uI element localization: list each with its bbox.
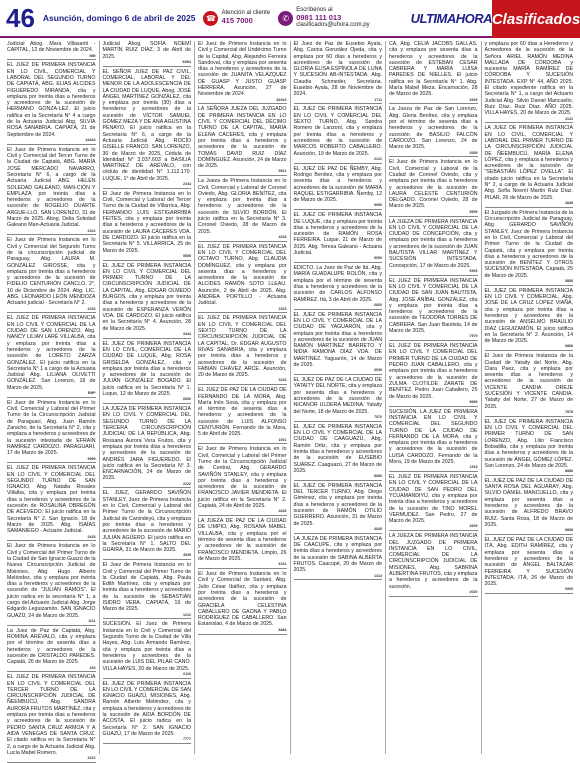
- notice-code: 4949: [469, 524, 478, 529]
- page-header: [0, 0, 580, 38]
- notice-divider: [389, 340, 478, 341]
- notice-text: EL JUEZ DE PRIMERA INSTANCIA EN LO CIVIL Y COMERCIAL DE LA CIUDAD DE SAN JUAN BAUTISTA, Abg. JOSÉ ANÍBAL GONZÁLEZ, cita y emplaza por treinta días a herederos y acreedores de la sucesión de TEODORA TORRES DE CABRERA. San Juan Bautista, 14 de Marzo de 2025.: [389, 277, 478, 335]
- notice-text: EL JUEZ DE PRIMERA INSTANCIA EN LO CIVIL Y COMERCIAL, Abg. JOSÉ DE LA CRUZ LOPEZ VIAÑA, cita y emplaza por treinta días a herederos y acreedores de la sucesión de ANSELMO BRAULIO DIAZ LEGUIZAMÓN. El juicio ratifica en la Secretaría N° 2. Asunción, 14 de Marzo de 2025.: [484, 287, 573, 345]
- notice-divider: [485, 350, 574, 351]
- email-address: clasificados@uhora.com.py: [296, 22, 370, 29]
- notice-text: EL JUEZ DE PRIMERA INSTANCIA EN LO CIVIL, COMERCIAL DE LA CIUDAD DE LUQUE, Abg. ROSA GRISELDA GONZÁLEZ, cita y emplaza por treinta días a herederos y acreedores de la sucesión de JULIÁN GONZÁLEZ BOGADO. El juicio ratifica en la Secretaría N° 1. Luque, 12 de Marzo de 2025.: [102, 340, 191, 398]
- notice-code: 44444: [85, 137, 96, 142]
- notice-divider: [7, 234, 96, 235]
- notice-divider: [198, 443, 287, 444]
- notice-code: 9921: [278, 169, 287, 174]
- notice-code: 82342: [276, 97, 287, 102]
- notice-text: EL JUEZ DE PRIMERA INSTANCIA EN LO CIVIL Y COMERCIAL DEL PRIMER TURNO DE LA CIRCUNSCRIPCIÓN JUDICIAL DE LA CAPITAL, Abg. EDGAR OLMEDO BURGOS, cita y emplaza por treinta días a herederos y acreedores de la sucesión de ESPERANZA VERÓN VDA. DE CARDOZO. El juicio ratifica en la Secretaría N° 4. Asunción, 28 de Marzo de 2025.: [102, 262, 191, 332]
- legal-notice: [198, 106, 287, 173]
- legal-notice: [485, 210, 574, 284]
- notice-divider: [103, 338, 192, 339]
- notice-text: LA JUEZA DE PRIMERA INSTANCIA DE CAACUPÉ, cita y emplaza por treinta días a herederos y acreedores de la sucesión de SABINA ALBERTA FRUTOS. Caacupé, 20 de Marzo de 2025.: [293, 535, 382, 574]
- notice-divider: [485, 593, 574, 594]
- notice-divider: [389, 156, 478, 157]
- legal-notice: [7, 543, 96, 623]
- notice-divider: [294, 480, 383, 481]
- legal-notice: [103, 621, 192, 676]
- notice-code: 2020: [469, 589, 478, 594]
- notice-divider: [294, 163, 383, 164]
- notice-code: 1414: [374, 573, 382, 578]
- notice-code: 2121: [374, 156, 382, 161]
- legal-notice: [7, 628, 96, 670]
- notice-text: LA JUEZ DE PRIMERA INSTANCIA EN LO CIVIL, COMERCIAL Y LABORAL DEL PRIMER TURNO DE LA CIRCUNSCRIPCIÓN JUDICIAL DE ÑEEMBUCÚ, MARÍA ELENA LÓPEZ, cita y emplaza a herederos y acreedores de la sucesión de "SEBASTIÁN LÓPEZ OVELLA". El citado juicio ratifica en la Secretaría N° 2, a cargo de la Actuaria Judicial Abg. Sofía Noemí Martín Ruiz Díaz. PILAR, 26 de Marzo de 2025.: [484, 125, 573, 201]
- legal-notice: [294, 483, 383, 531]
- notice-text: El Juez de Primera Instancia en lo Civil y Comercial del Primer Turno de la Ciudad de Capiatá, Abg. Paula Edith Martínez, cita y emplaza por treinta días a herederos y acreedores de la sucesión de SEBASTIÁN ISIDRO VERA. CAPIATÁ, 19 de Marzo de 2025.: [102, 562, 191, 613]
- legal-notice: [198, 571, 287, 632]
- notice-text: y emplaza por 60 días a Herederos y Acreedores de la sucesión de la Señora ARIEL RAMÓN MEDINA MALLADA DE CÓRDOBA y sucesoria MARÍA RAMÍREZ DE CÓRDOBA Y SUCESIÓN INTESTADA. EXP N° 44, AÑO 2025. El citado expediente ratifica en la Secretaría N° 1, a cargo del Actuario Judicial Abg. Silvio Daniel Mancuello, Ruiz Díaz. Ruiz Díaz. AÑO 2025. VILLA HAYES, 20 de Marzo de 2025.: [484, 41, 573, 117]
- legal-notice: [294, 312, 383, 373]
- legal-notice: [294, 536, 383, 578]
- notice-code: 8080: [374, 474, 382, 479]
- notice-text: EL JUEZ DE PRIMERA INSTANCIA EN LO CIVIL Y COMERCIAL DE LA CIUDAD DE CAAGUAZÚ, Abg. Ramón Ortiz, cita y emplaza por treinta días a herederos y acreedores de la sucesión de EUSEBIO SUÁREZ. Caaguazú, 27 de Marzo de 2025.: [293, 423, 382, 474]
- notice-divider: [389, 596, 478, 597]
- notice-code: 1212: [183, 612, 191, 617]
- notice-divider: [485, 534, 574, 535]
- notice-text: LA JUEZA DE PRIMERA INSTANCIA EN LO CIVIL Y COMERCIAL DE LA CIUDAD DE CONCEPCIÓN, cita y emplaza por treinta días a herederos y acreedores de la sucesión de JUAN BAUTISTA VILLAR MARTÍNEZ Y SUCESIÓN INTESTADA. Concepción, 17 de Marzo de 2025.: [389, 218, 478, 269]
- notice-divider: [7, 144, 96, 145]
- legal-notice: [103, 681, 192, 742]
- notice-code: 6868: [565, 344, 573, 349]
- legal-notice: [485, 353, 574, 414]
- notice-code: 3232: [278, 378, 287, 383]
- notice-code: 6060: [374, 302, 382, 307]
- notice-divider: [198, 515, 287, 516]
- notice-divider: [103, 487, 192, 488]
- notice-code: 3444: [183, 331, 191, 336]
- notice-divider: [7, 671, 96, 672]
- notice-text: EL JUEZ DE PAZ DE LA CIUDAD DE YATAITY DEL NORTE, cita y emplaza por sesenta días a herederos y acreedores de la sucesión de NICANOR ULDERA MEDINA. Yataity del Norte, 18 de Marzo de 2025.: [293, 377, 382, 415]
- notice-code: 4141: [565, 116, 573, 121]
- notice-text: El Juez de Primera Instancia en lo Civil, Comercial y Laboral del Tercer Turno de la Ciudad de Villarrica, Abg. FERNANDO LUIS ESTIGARRIBIA FEITES, cita y emplaza por treinta días a herederos y acreedores de la sucesión de LAURA CÁCERES VDA. DE CARDOZO. El juicio ratifica en la Secretaría N° 5. VILLARRICA, 25 de Marzo de 2025.: [102, 190, 191, 254]
- notice-divider: [389, 275, 478, 276]
- whatsapp-label: Escríbenos al: [296, 6, 333, 13]
- notice-text: LA JUEZA DE PRIMERA INSTANCIA DEL JUZGADO DE PRIMERA INSTANCIA EN LO CIVIL, COMERCIAL DE LA CIRCUNSCRIPCIÓN JUDICIAL DE MISIONES, Abg. SABRINA ALBERTINA FRUTOS, cita y emplaza a herederos y acreedores de la sucesión.: [389, 533, 478, 590]
- notice-text: El Juez de Primera Instancia en lo Civil y Comercial de Santaní, Abg. Julio César Ibáñez, cita y emplaza por treinta días a herederos y acreedores de la sucesión de GRACIELA CELESTINA CABALLERO DE GAONA Y PABLO RODRÍGUEZ DE CABALLERO. San Estanislao, 4 de Marzo de 2025.: [198, 571, 287, 628]
- notice-code: 5858: [565, 278, 573, 283]
- notice-text: EL JUEZ DE PRIMERA INSTANCIA EN LO CIVIL Y COMERCIAL DE SAN IGNACIO GUAZÚ, MISIONES, Abg. Ramón Alberto Meléndez, cita y emplaza a herederos y acreedores de la sucesión de AIDA BORDÓN DE ACOSTA. El juicio radica en la Secretaría N° 2. SAN IGNACIO GUAZÚ, 17 de Marzo de 2025.: [102, 680, 191, 737]
- legal-notice: [103, 69, 192, 187]
- notice-code: 4040: [374, 526, 382, 531]
- notice-code: 333: [89, 665, 96, 670]
- page-date: Asunción, domingo 6 de abril de 2025: [42, 13, 196, 23]
- legal-notice: [389, 343, 478, 404]
- notice-code: 7878: [565, 409, 573, 414]
- notice-divider: [389, 530, 478, 531]
- page-number: 46: [6, 3, 35, 33]
- notice-divider: [7, 397, 96, 398]
- notice-code: 1711: [374, 97, 382, 102]
- notice-divider: [198, 103, 287, 104]
- notice-text: EL SEÑOR JUEZ DE PAZ CIVIL, COMERCIAL, LABORAL Y DEL MENOR DE LA ADOLESCENCIA DE LA CIUDAD DE LUQUE, Abog. JOSÉ ÁNGEL MARTÍNEZ GONZÁLEZ, cita y emplaza por treinta (30) días a herederos y acreedores de la sucesión de VÍCTOR SAMUEL GÓMEZ MEZA Y DE ANA AGUSTINA PENAYO. El juicio ratifica en la Secretaría N° 6, a cargo de la Actuaria Judicial Abg. ROCÍO GISELLE FRANCO. SAN LORENZO, 30 de Marzo de 2025, Cédula de Identidad N° 3.037.603 a BASILIA MARTÍNEZ DE ARÉVALO, con cédula de identidad N° 1.112.170. LUQUE, 1° de Abril de 2025.: [102, 68, 191, 182]
- legal-notice: [103, 406, 192, 486]
- notice-text: EL JUEZ DE PRIMERA INSTANCIA EN LO CIVIL Y COMERCIAL DEL OCTAVO TURNO, Abg. CLAUDIA DOMÍNGUEZ, cita y emplaza por sesenta días a herederos y acreedores de la sucesión de ALCIDES RAMÓN SOTO LLEAU. Asunción, 2 de Abril de 2025. Abg. ANDREA PORTILLO - Actuaria Judicial.: [198, 243, 287, 307]
- notice-code: 2323: [278, 306, 287, 311]
- legal-notice: [7, 674, 96, 760]
- notice-text: El Juez de Primera Instancia en lo Civil y Comercial del Tercer Turno de la Ciudad de Capiatá, ABG. MARÍA JOSÉ MERCADO NAVARRO, Secretaría N° 6, a cargo de la Actuaria Judicial ABG. HELEN SOLEDAD GALEANO, MAN-CIÓN Y EMPLAZA por treinta días a herederos y acreedores de la sucesión de ROGELIO DUARTE ARGUE-LLO. SAN LORENZO, 31 de Marzo de 2025. Abog. Delia Soledad Galeano Man-Actuaria Judicial.: [7, 146, 96, 229]
- notice-text: EL JUEZ DE PAZ DE LA CIUDAD DE SANTA ROSA DEL AGUARAY, Abg. SILVIO DANIEL MANCUELLO, cita y emplaza por sesenta días a herederos y acreedores de la sucesión de ALFREDO BRAVO RUIZ. Santa Rosa, 18 de Marzo de 2025.: [484, 477, 573, 528]
- notice-text: EL JUEZ DE PRIMERA INSTANCIA EN LO CIVIL Y COMERCIAL DE LA CIUDAD DE SAN PEDRO DEL YCUAMANDIYÚ, cita y emplaza por treinta días a herederos y acreedores de la sucesión de TINO MOREL VERMUDEZ. San Pedro, 27 de Marzo de 2025.: [389, 474, 478, 525]
- notice-text: EL JUEZ, GERARDO SAVIÑÓN STANLEY, Juez de Primera Instancia en lo Civil, Comercial y Laboral del Primer Turno de la Circunscripción Judicial de Canindeyú, cita y emplaza por treinta días a herederos y acreedores de la sucesión de MARIO JULIÁN AGÜERO. El juicio ratifica en la Secretaría N° 1. SALTO DEL GUAIRÁ, 31 de Marzo de 2025.: [102, 490, 191, 554]
- phone-icon: ☎: [203, 11, 218, 26]
- notice-code: 4343: [278, 509, 287, 514]
- notice-divider: [294, 103, 383, 104]
- brand-suffix: HORA: [455, 11, 492, 26]
- notice-divider: [7, 59, 96, 60]
- notice-code: 9999: [87, 456, 96, 461]
- notice-code: 7979: [469, 334, 478, 339]
- notice-text: Judicial Abog. SOFÍA NOEMÍ MARTÍN RUIZ DÍAZ, 3 de Abril de 2025.: [102, 41, 191, 60]
- notice-divider: [7, 462, 96, 463]
- whatsapp-text: [296, 7, 369, 30]
- notice-divider: [198, 175, 287, 176]
- notice-text: LA SEÑORA JUEZA DEL JUZGADO DE PRIMERA INSTANCIA EN LO CIVIL Y COMERCIAL DEL DÉCIMO TURNO DE LA CAPITAL, MARÍA ELENA CÁCERES, cita y emplaza por treinta días a herederos y acreedores de la sucesión de TOMÁS DAVID RUIZ DÍAZ DOMÍNGUEZ. Asunción, 24 de Marzo de 2025.: [198, 106, 287, 170]
- notice-text: LA JUEZA DE PAZ DE LA CIUDAD DE LIMPIO, Abg. ROSANA MABEL VILLALBA, cita y emplaza por el término de sesenta días a herederos y acreedores de la sucesión de FRANCISCO MENDIETA. Limpio, 26 de Marzo de 2025.: [198, 518, 287, 562]
- legal-notice: [7, 237, 96, 311]
- legal-notice: [294, 377, 383, 419]
- notice-text: El Juez de Primera Instancia en lo Civil y Comercial del Primer Turno de la Ciudad de San Ignacio Guazú de la Nueva Circunscripción Judicial de Misiones, Abg. Hugo Alberto Meléndez, cita y emplaza por treinta días a herederos y acreedores de la sucesión de "JULIÁN RAMOS". El juicio radica en la secretaría N° 1, a cargo del Actuario Judicial Abg. Jorge Edgardo Leguizamón. SAN IGNACIO GUAZÚ, 24 de Marzo de 2025.: [7, 543, 96, 619]
- notice-divider: [485, 475, 574, 476]
- notice-text: El Juez de Paz de Eusebio Ayala, Abg. Carina González Ojeda, cita y emplaza por 60 días a herederos y acreedores de la sucesión de GLORIA ELISA ESPÍNOLA DE LUNA Y SUCESIÓN AB-INTESTADA. Abg. Claudia Schmeder, Secretaria. Eusebio Ayala, 28 de Noviembre de 2024.: [293, 41, 382, 98]
- notice-divider: [485, 207, 574, 208]
- notice-code: 1001: [278, 437, 287, 442]
- notice-text: SUCESIÓN. El Juez de Primera Instancia en lo Civil y Comercial del Segundo Turno de la Ciudad de Villa Hayes, Abg. Luis Armando Ramírez, cita y emplaza por treinta días a herederos y acreedores de la sucesión de LUIS DEL PILAR CANO. VILLA HAYES, 20 de Marzo de 2025.: [102, 621, 191, 672]
- legal-notice: [198, 315, 287, 382]
- notice-divider: [294, 209, 383, 210]
- notice-code: 2244: [183, 182, 191, 187]
- notice-column-4: [291, 41, 387, 754]
- notice-text: EL JUEZ DE PRIMERA INSTANCIA EN LO CIVIL Y COMERCIAL DEL TERCER TURNO DE LA CIRCUNSCRIPCIÓN JUDICIAL DE ÑEEMBUCÚ, Abg. SANDRA AURORA FRUTOS MARTÍNEZ, cita y emplaza por treinta días a herederos y acreedores de la sucesión de PEDRO SANTA CRUZ ARMOA Y A AIDA VENEGAS DE SANTA CRUZ. El citado ratifica en la Secretaría N° 2, a cargo de la Actuaria Judicial Abg. Lucía Mabel Romero.: [7, 674, 96, 756]
- notice-divider: [103, 678, 192, 679]
- legal-notice: [389, 219, 478, 274]
- notice-code: 7777: [183, 737, 191, 742]
- legal-notice: [389, 159, 478, 214]
- notice-columns: [0, 38, 580, 761]
- notice-column-6: [482, 41, 577, 754]
- notice-divider: [485, 285, 574, 286]
- notice-divider: [198, 568, 287, 569]
- legal-notice: [294, 424, 383, 479]
- notice-code: 8888: [565, 469, 573, 474]
- legal-notice: [389, 278, 478, 339]
- legal-notice: [198, 244, 287, 311]
- legal-notice: [294, 106, 383, 161]
- notice-text: El Juez de Primera Instancia en lo Civil, Comercial y Laboral del Primer Turno de la Circunscripción Judicial de Central, Abg. GERARDO SAVIÑÓN STANLEY, cita y emplaza por treinta días a herederos y acreedores de la sucesión de FRANCISCO JAVIER MENDIETA. El juicio ratifica en la Secretaría N° 2. Capiatá, 24 de Abril de 2025.: [198, 446, 287, 510]
- legal-notice: [485, 288, 574, 349]
- legal-notice: [294, 41, 383, 102]
- notice-divider: [294, 374, 383, 375]
- notice-text: LA JUEZA DE PRIMERA INSTANCIA EN LO CIVIL Y COMERCIAL DEL SEGUNDO TURNO DE LA TERCERA CIRCUNSCRIPCIÓN JUDICIAL DE LA REPÚBLICA, Abg. Rossana Aurora Vera Frutos, cita y emplaza por treinta días a herederos y acreedores de la sucesión de ANDRÉS JARA FIGUEREDO. El juicio ratifica en la Secretaría N° 3. ENCARNACIÓN, 24 de Marzo de 2025.: [102, 406, 191, 482]
- notice-column-3: [195, 41, 291, 754]
- notice-divider: [7, 625, 96, 626]
- phone-text: [221, 10, 270, 26]
- notice-divider: [103, 618, 192, 619]
- notice-divider: [485, 416, 574, 417]
- legal-notice: [389, 106, 478, 154]
- notice-divider: [198, 241, 287, 242]
- notice-code: 2929: [469, 97, 478, 102]
- notice-text: El Juez de Primera Instancia de la Ciudad de Yataity del Norte, Abg. Clara Paez, cita y emplaza por sesenta días a herederos y acreedores de la sucesión de VICENTE CANDIA OREJE SUCESIÓN Y VICENTE CANDIA. Yataity del Norte, 27 de Marzo de 2025.: [484, 353, 573, 410]
- legal-notice: [198, 178, 287, 239]
- notice-divider: [103, 743, 192, 744]
- notice-divider: [103, 403, 192, 404]
- notice-text: El Juzgado de Primera Instancia de la Circunscripción Judicial de Paraguay, Abg. GERARDO SAVIÑÓN STANLEY, Juez de Primera Instancia en lo Civil, Comercial y Laboral del Primer Turno de la Ciudad de Capiatá, cita y emplaza por treinta días a herederos y acreedores de la sucesión de BENÍTEZ Y OTROS SUCESIÓN INTESTADA. Capiatá, 25 de Marzo de 2025.: [484, 209, 573, 279]
- notice-divider: [389, 406, 478, 407]
- notice-divider: [389, 103, 478, 104]
- legal-notice: [103, 341, 192, 402]
- phone-label: Atención al cliente: [221, 10, 271, 17]
- legal-notice: [103, 41, 192, 64]
- notice-text: CA, Abg. CELIA JACOBS GALLAS, cita y emplaza por sesenta días a herederos y acreedores de la sucesión de ESTEBAN CESAR CABRERA Y MARÍA LUISA PAREDES DE NIELLES. El juicio ratifica en la Secretaría N° 1. Abg. María Mabel Meza. Encarnación, 28 de Marzo de 2025.: [389, 41, 478, 98]
- legal-notice: [103, 562, 192, 617]
- notice-code: 4848: [565, 200, 573, 205]
- legal-notice: [294, 212, 383, 260]
- notice-code: 6969: [469, 268, 478, 273]
- notice-code: 2222: [87, 756, 96, 761]
- notice-code: 9898: [565, 528, 573, 533]
- notice-divider: [103, 66, 192, 67]
- legal-notice: [103, 263, 192, 337]
- notice-divider: [198, 384, 287, 385]
- notice-code: 8484: [278, 627, 287, 632]
- notice-divider: [294, 309, 383, 310]
- notice-text: EL JUEZ DE PAZ DE ÑEMBY, Abg. Rodrigo Benítez, cita y emplaza por sesenta días a herederos y acreedores de la sucesión de MARÍA RAQUEL ESTIGARRIBIA. Ñemby, 12 de Marzo de 2025.: [293, 165, 382, 204]
- phone-number: 415 7000: [221, 16, 253, 26]
- notice-code: 92B4: [182, 59, 191, 64]
- notice-text: EL JUEZ DE PAZ DE LA CIUDAD DE ITÁ, Abg. EDITH RAMÍREZ, cita y emplaza por sesenta días a herederos y acreedores de la sucesión de ÁNGEL BALTAZAR FERREIRA Y SUCESIÓN INTESTADA. ITÁ, 26 de Marzo de 2025.: [484, 537, 573, 588]
- notice-text: EDICTO. La Juez de Paz de Itá, Abg. MARÍA GUADALUPE ROLÓN, cita y emplaza por el término de sesenta días a herederos y acreedores de la sucesión de CARLOS ALFONSO RAMÍREZ. Itá, 3 de Abril de 2025.: [293, 265, 382, 303]
- notice-column-2: [100, 41, 196, 754]
- notice-code: 8989: [469, 399, 478, 404]
- notice-code: 2222: [87, 228, 96, 233]
- notice-text: El Juez de Primera Instancia en lo Civil y Comercial del Segundo Turno de la circunscripción judicial de Paraguay, Abg. LAURA M. GONZÁLEZ GIROSSE, cita y emplaza por treinta días a herederos y acreedores de la sucesión de FIDELIO CENTURIÓN CANCLO. 2°, 10 de Diciembre de 2024. Abg. LIC. ABG. LEONARDO LEÓN MENDOZA Actuario judicial - Secretaría N° 2.: [7, 237, 96, 307]
- notice-code: 3939: [469, 150, 478, 155]
- whatsapp-contact: [278, 7, 369, 30]
- notice-code: 2425: [87, 534, 96, 539]
- notice-code: 0909: [565, 587, 573, 592]
- legal-notice: [198, 41, 287, 102]
- notice-code: 3030: [374, 368, 382, 373]
- notice-text: EL JUEZ DE PRIMERA INSTANCIA EN LO CIVIL Y COMERCIAL DEL PRIMER TURNO DE LA CIUDAD DE PEDRO JUAN CABALLERO, cita y emplaza por treinta días a herederos y acreedores de la sucesión de ZULMA CLOTILDE ZARATE DE BENÍTEZ. Pedro Juan Caballero, 25 de Marzo de 2025.: [389, 343, 478, 400]
- whatsapp-icon: ✆: [278, 11, 293, 26]
- notice-divider: [485, 122, 574, 123]
- legal-notice: [7, 465, 96, 539]
- whatsapp-number: 0981 111 013: [296, 12, 342, 22]
- legal-notice: [389, 474, 478, 529]
- section-title: Clasificados: [492, 0, 580, 38]
- notice-code: 5959: [469, 209, 478, 214]
- notice-code: 2222: [183, 481, 191, 486]
- notice-code: EMP: [87, 391, 96, 396]
- phone-contact: [203, 10, 270, 26]
- notice-text: La Jueza de Paz de San Lorenzo, Abg. Gloria Benítez, cita y emplaza por el término de sesenta días a herederos y acreedores de la sucesión de BASILIO FALCÓN CARDOZO. San Lorenzo, 24 de Marzo de 2025.: [389, 106, 478, 151]
- notice-text: EL JUEZ DE PRIMERA INSTANCIA EN LO CIVIL Y COMERCIAL DE LA CIUDAD DE YAGUARÓN, cita y emplaza por treinta días a herederos y acreedores de la sucesión de JUAN RAMÓN MARTÍNEZ BARRETO Y NIDIA RAMONA DÍAZ VDA. DE MARTÍNEZ. Yaguarón, 14 de Marzo de 2025.: [293, 311, 382, 369]
- legal-notice: [7, 41, 96, 58]
- legal-notice: [389, 409, 478, 470]
- legal-notice: [485, 419, 574, 474]
- legal-notice: [485, 125, 574, 205]
- notice-text: EL JUEZ DE PRIMERA INSTANCIA EN LO CIVIL Y COMERCIAL DEL SEXTO TURNO, Abg. Sandra Romero de Lanzoni, cita y emplaza por treinta días a herederos y acreedores de la sucesión de MARCOS ROBERTO CABALLERO. Asunción, 19 de Marzo de 2025.: [293, 106, 382, 157]
- brand-logo: [411, 11, 492, 26]
- legal-notice: [198, 387, 287, 442]
- legal-notice: [7, 62, 96, 142]
- notice-text: EL JUEZ DE PRIMERA INSTANCIA DEL TERCER TURNO, Abg. Diego Giménez, cita y emplaza por treinta días a herederos y acreedores de la sucesión de RAMÓN OTILIO GUERRERO. Asunción, 31 de Marzo de 2025.: [293, 482, 382, 527]
- notice-divider: [389, 216, 478, 217]
- notice-text: EL JUEZ DE PRIMERA INSTANCIA EN LO CIVIL Y COMERCIAL DEL SEXTO TURNO DE LA CIRCUNSCRIPCIÓN JUDICIAL DE LA CAPITAL, Dr. EDGAR AUGUSTO RIVAS SANABRIA, cita y emplaza por treinta días a herederos y acreedores de la sucesión de FABIÁN CHÁVEZ ARCE. Asunción, 20 de Marzo de 2025.: [198, 315, 287, 379]
- notice-text: La Jueza de Primera Instancia en lo Civil, Comercial y Laboral de Coronel Oviedo, Abg. GLORIA BENÍTEZ, cita y emplaza por treinta días a herederos y acreedores de la sucesión de SILVIO BORDÓN. El juicio ratifica en la Secretaría N° 3. Coronel Oviedo, 28 de Marzo de 2025.: [198, 178, 287, 235]
- notice-code: 5555: [183, 253, 191, 258]
- notice-divider: [294, 579, 383, 580]
- legal-notice: [389, 533, 478, 594]
- notice-text: EL JUEZ DE PAZ DE LA CIUDAD DE FERNANDO DE LA MORA, Abg. María Inés Sosa, cita y emplaza por el término de sesenta días a herederos y acreedores de la sucesión de LUIS ALFONSO CENTURIÓN. Fernando de la Mora, 5 de Abril de 2025.: [198, 387, 287, 438]
- notice-code: 9090: [374, 203, 382, 208]
- notice-column-5: [386, 41, 482, 754]
- brand-prefix: ULTIMA: [410, 11, 456, 26]
- notice-code: 1111: [88, 618, 96, 623]
- legal-notice: [485, 41, 574, 121]
- legal-notice: [485, 537, 574, 592]
- notice-code: 4242: [278, 234, 287, 239]
- notice-text: Judicial Abog. Mara Villasanti - CAPITAL, 12 de Noviembre de 2024.: [7, 41, 96, 54]
- notice-text: EL JUEZ DE PRIMERA INSTANCIA DE LUQUE, cita y emplaza por treinta días a herederos y acreedores de la sucesión de RAMÓN ROSA FERREIRA. Luque, 21 de Marzo de 2025. Abg. Teresa Galeano - Actuaria Judicial.: [293, 212, 382, 256]
- notice-code: 4545: [183, 553, 191, 558]
- notice-text: El Juez de Primera Instancia en lo Civil, Comercial y Laboral del Primer Turno de la Circunscripción Judicial de Paraguarí, Abg. Juan Ramón Zaracho, de la Secretaría N° 2, cita y emplaza a herederos y acreedores de la sucesión intestada de EFRAÍN RAMÍREZ CARDOZO. PARAGUARÍ, 17 de Marzo de 2025.: [7, 399, 96, 457]
- notice-code: 0110: [183, 671, 191, 676]
- legal-notice: [198, 518, 287, 566]
- notice-divider: [103, 559, 192, 560]
- notice-divider: [198, 634, 287, 635]
- notice-code: 1919: [469, 465, 478, 470]
- legal-notice: [389, 41, 478, 102]
- notice-text: EL JUEZ DE PRIMERA INSTANCIA EN LO CIVIL Y COMERCIAL DE LA CIUDAD DE SAN LORENZO, Abg. NANCY LILIAN LARÉ VILLALBA, cita y emplaza por treinta días a herederos y acreedores de la sucesión de LORETO ZARZA GONZÁLEZ. El juicio ratifica en la Secretaría N° 1 a cargo de la Actuaria Judicial Abg. LILIANA OLIVETTI GONZÁLEZ. San Lorenzo, 18 de Marzo de 2025.: [7, 315, 96, 391]
- legal-notice: [7, 147, 96, 233]
- legal-notice: [294, 166, 383, 208]
- notice-code: 6161: [278, 562, 287, 567]
- notice-divider: [294, 533, 383, 534]
- notice-divider: [7, 312, 96, 313]
- notice-divider: [7, 540, 96, 541]
- notice-text: EL JUEZ DE PRIMERA INSTANCIA EN LO CIVIL, COMERCIAL Y LABORAL DEL SEGUNDO TURNO DE CAPIATÁ, ABG. ELIAS ALCIDES FIGUEREDO MIRANDA, cita y emplaza por treinta días a herederos y acreedores de la sucesión de HERMANO GONZA-LEZ. El juicio ratifica en la Secretaría N° 4 a cargo de la Actuaria Judicial Abg. SILVIA ROSA SANABRIA. CAPIATÁ, 21 de Septiembre de 2024.: [7, 62, 96, 138]
- notice-divider: [389, 471, 478, 472]
- notice-code: 2233: [87, 306, 96, 311]
- legal-notice: [198, 446, 287, 513]
- notice-code: 7070: [374, 414, 382, 419]
- legal-notice: [103, 490, 192, 557]
- notice-divider: [198, 312, 287, 313]
- notice-divider: [294, 262, 383, 263]
- notice-text: La Juez de Paz de Capiatá, Abg. ROMINA ARÉVALO, cita y emplaza por el término de sesenta días a herederos y acreedores de la sucesión de CRISTALDO PAREDES. Capiatá, 26 de Marzo de 2025.: [7, 627, 96, 666]
- notice-divider: [294, 421, 383, 422]
- notice-text: EL JUEZ DE PRIMERA INSTANCIA EN LO CIVIL Y COMERCIAL DEL PRIMER TURNO DE SAN LORENZO, Abg. Lilio Francisco Bobadilla, cita y emplaza por treinta días a herederos y acreedores de la sucesión de ÁNGEL GÓMEZ LÓPEZ. San Lorenzo, 24 de Marzo de 2025.: [484, 418, 573, 469]
- legal-notice: [7, 400, 96, 461]
- notice-code: MM: [89, 53, 96, 58]
- notice-text: EL JUEZ DE PRIMERA INSTANCIA EN LO CIVIL Y COMERCIAL DEL SEGUNDO TURNO DE SAN IGNACIO, Abg. Natalia Rosales Villalba, cita y emplaza por treinta días a herederos y acreedores de la sucesión de ROSALINA OBREGÓN DE ACEVEDO. El juicio ratifica en la Secretaría N° 2. San Ignacio, 18 de Marzo de 2025. Abg. ISAÍAS SAMANIEGO - Actuario Judicial.: [7, 465, 96, 535]
- notice-code: 5050: [374, 256, 382, 261]
- notice-divider: [103, 188, 192, 189]
- notice-code: 6666: [183, 397, 191, 402]
- notice-text: El Juez de Primera Instancia en lo Civil y Comercial del Undécimo Turno de la Capital, Abg. Alejandro Ferreira Sandoval, cita y emplaza por sesenta días a herederos y acreedores de la sucesión de JUANITA VELÁZQUEZ DE GUASP Y JUSTO GUASP HERRERA. Asunción, 27 de Noviembre de 2024.: [198, 41, 287, 98]
- notice-text: El Juez de Primera Instancia en lo Civil, Comercial y Laboral de la Ciudad de Coronel Oviedo, cita y emplaza por treinta días a herederos y acreedores de la sucesión de LAURA CELESTE CENTURIÓN DELGADO. Coronel Oviedo, 28 de Marzo de 2025.: [389, 159, 478, 210]
- notice-text: SUCESIÓN. LA JUEZ DE PRIMERA INSTANCIA EN LO CIVIL Y COMERCIAL DEL SEGUNDO TURNO DE LA CIUDAD DE FERNANDO DE LA MORA, cita y emplaza por treinta días a herederos y acreedores de la sucesión de LUISA CARDOZO. Fernando de la Mora, 19 de Marzo de 2025.: [389, 408, 478, 465]
- legal-notice: [103, 191, 192, 258]
- legal-notice: [485, 478, 574, 533]
- legal-notice: [7, 315, 96, 395]
- notice-column-1: [4, 41, 100, 761]
- notice-divider: [103, 260, 192, 261]
- legal-notice: [294, 265, 383, 307]
